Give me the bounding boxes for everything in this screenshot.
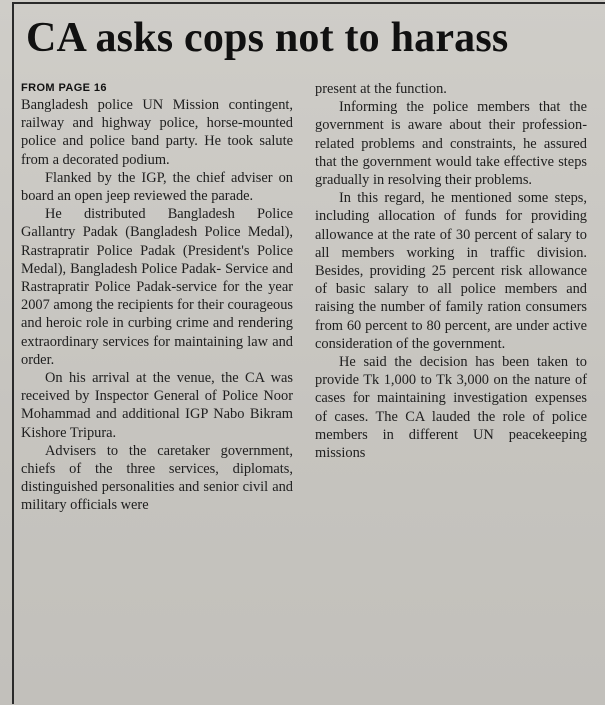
paragraph: Informing the police members that the government is aware about their profession-related problems and constraints, he assured that the government would take effective steps gradually in resolving their problems.: [315, 99, 587, 189]
paragraph: On his arrival at the venue, the CA was received by Inspector General of Police Noor Mohammad and additional IGP Nabo Bikram Kishore Tripura.: [21, 370, 293, 441]
paragraph: He distributed Bangladesh Police Gallantry Padak (Bangladesh Police Medal), Rastrapratir Police Padak (President's Police Medal), Bangladesh Police Padak- Service and Rastrapratir Police Padak-service for the year 2007 among the recipients for their courageous and heroic role in curbing crime and rendering extraordinary services for maintaining law and order.: [21, 206, 293, 368]
paragraph: He said the decision has been taken to provide Tk 1,000 to Tk 3,000 on the nature of cases for maintaining investigation expenses of cases. The CA lauded the role of police members in different UN peacekeeping missions: [315, 354, 587, 462]
article-column-2: [315, 80, 587, 462]
continued-from-kicker: FROM PAGE 16: [21, 82, 107, 94]
article-column-1: [21, 80, 293, 515]
headline: CA asks cops not to harass: [26, 15, 509, 61]
left-column-rule: [12, 2, 14, 704]
top-rule: [12, 2, 605, 4]
paragraph: Flanked by the IGP, the chief adviser on board an open jeep reviewed the parade.: [21, 169, 293, 205]
paragraph: present at the function.: [315, 81, 447, 97]
paragraph: Bangladesh police UN Mission contingent, railway and highway police, horse-mounted police and police band party. He took salute from a decorated podium.: [21, 97, 293, 168]
paragraph: Advisers to the caretaker government, chiefs of the three services, diplomats, distinguished personalities and senior civil and military officials were: [21, 442, 293, 514]
paragraph: In this regard, he mentioned some steps, including allocation of funds for providing allowance at the rate of 30 percent of salary to all members working in traffic division. Besides, providing 25 percent risk allowance of basic salary to all police members and raising the number of family ration consumers from 60 percent to 80 percent, are under active consideration of the government.: [315, 190, 587, 352]
